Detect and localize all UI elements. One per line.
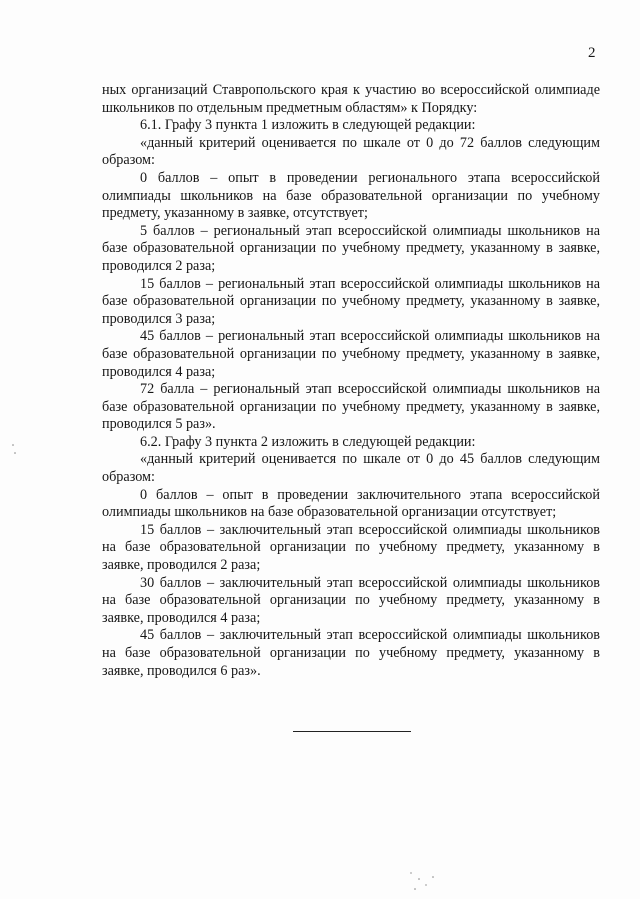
scan-speck [12,444,14,446]
paragraph-criterion-2-item-15: 15 баллов – заключительный этап всероссийской олимпиады школьников на базе образовательной организации по учебному предмету, указанному в заявке, проводился 2 раза; [102,521,600,574]
paragraph-criterion-2-item-0: 0 баллов – опыт в проведении заключительного этапа всероссийской олимпиады школьников на базе образовательной организации отсутствует; [102,486,600,521]
scan-speck [418,878,420,880]
scan-speck [432,876,434,878]
paragraph-criterion-1-item-0: 0 баллов – опыт в проведении регионального этапа всероссийской олимпиады школьников на базе образовательной организации по учебному предмету, указанному в заявке, отсутствует; [102,169,600,222]
paragraph-continuation: ных организаций Ставропольского края к участию во всероссийской олимпиаде школьников по отдельным предметным областям» к Порядку: [102,82,600,116]
scan-speck [14,452,16,454]
scan-speck [425,884,427,886]
scan-speck [410,872,412,874]
paragraph-criterion-2-item-30: 30 баллов – заключительный этап всероссийской олимпиады школьников на базе образовательной организации по учебному предмету, указанному в заявке, проводился 4 раза; [102,574,600,626]
paragraph-criterion-1-intro: «данный критерий оценивается по шкале от 0 до 72 баллов следующим образом: [102,134,600,169]
closing-divider-line [293,731,411,732]
scan-speck [414,888,416,890]
paragraph-criterion-1-item-5: 5 баллов – региональный этап всероссийской олимпиады школьников на базе образовательной организации по учебному предмету, указанному в заявке, проводился 2 раза; [102,222,600,274]
paragraph-criterion-1-item-15: 15 баллов – региональный этап всероссийской олимпиады школьников на базе образовательной организации по учебному предмету, указанному в заявке, проводился 3 раза; [102,275,600,327]
paragraph-criterion-1-item-72: 72 балла – региональный этап всероссийской олимпиады школьников на базе образовательной организации по учебному предмету, указанному в заявке, проводился 5 раз». [102,381,600,433]
paragraph-criterion-2-item-45: 45 баллов – заключительный этап всероссийской олимпиады школьников на базе образовательной организации по учебному предмету, указанному в заявке, проводился 6 раз». [102,627,600,679]
page-number: 2 [588,45,596,61]
paragraph-section-6-2-heading: 6.2. Графу 3 пункта 2 изложить в следующей редакции: [140,433,476,450]
paragraph-section-6-1-heading: 6.1. Графу 3 пункта 1 изложить в следующей редакции: [140,117,476,134]
paragraph-criterion-1-item-45: 45 баллов – региональный этап всероссийской олимпиады школьников на базе образовательной организации по учебному предмету, указанному в заявке, проводился 4 раза; [102,328,600,380]
paragraph-criterion-2-intro: «данный критерий оценивается по шкале от 0 до 45 баллов следующим образом: [102,451,600,486]
document-body [102,82,600,680]
